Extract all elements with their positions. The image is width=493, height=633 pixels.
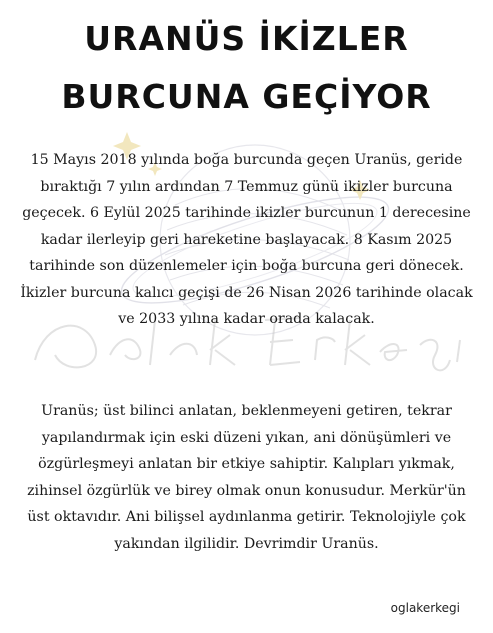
footer-handle: oglakerkegi: [390, 601, 460, 615]
title-line-1: URANÜS İKİZLER: [84, 19, 409, 58]
title-line-2: BURCUNA GEÇİYOR: [61, 77, 432, 116]
body-paragraph-2: Uranüs; üst bilinci anlatan, beklenmeyeni getiren, tekrar yapılandırmak için eski düzeni yıkan, ani dönüşümleri ve özgürleşmeyi anlatan bir etkiye sahiptir. Kalıpları yıkmak, zihinsel özgürlük ve birey olmak onun konusudur. Merkür'ün üst oktavıdır. Ani bilişsel aydınlanma getirir. Teknolojiyle çok yakından ilgilidir. Devrimdir Uranüs.: [27, 403, 466, 552]
body-paragraph-1: 15 Mayıs 2018 yılında boğa burcunda geçen Uranüs, geride bıraktığı 7 yılın ardından 7 Temmuz günü ikizler burcuna geçecek. 6 Eylül 2025 tarihinde ikizler burcunun 1 derecesine kadar ilerleyip geri hareketine başlayacak. 8 Kasım 2025 tarihinde son düzenlemeler için boğa burcuna geri dönecek. İkizler burcuna kalıcı geçişi de 26 Nisan 2026 tarihinde olacak ve 2033 yılına kadar orada kalacak.: [20, 152, 473, 327]
